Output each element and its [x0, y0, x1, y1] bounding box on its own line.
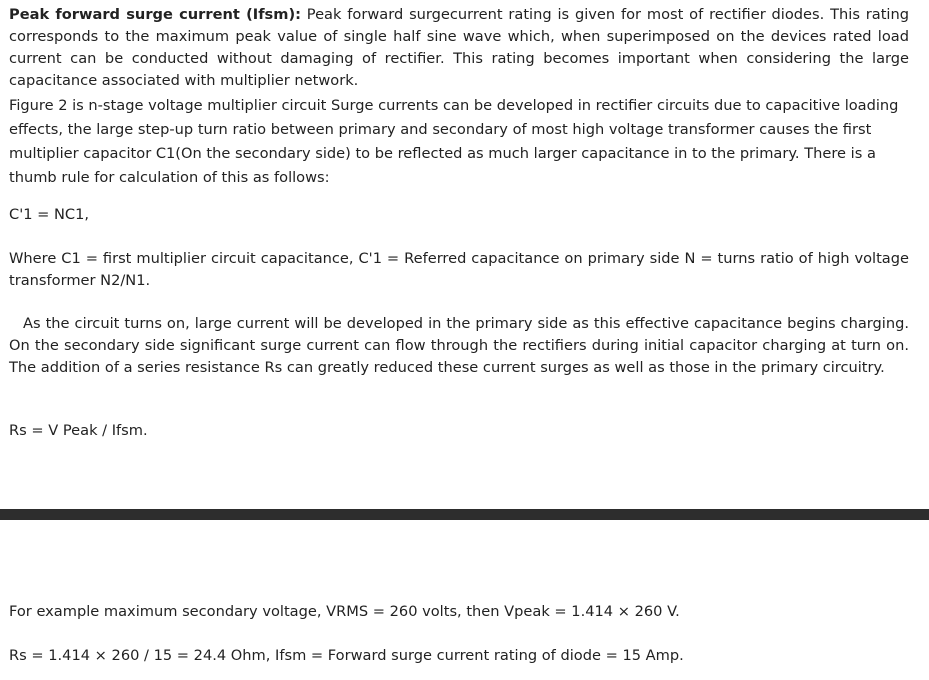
capacitance-formula: C'1 = NC1, — [9, 206, 90, 223]
turn-on-paragraph: As the circuit turns on, large current will be developed in the primary side as this effective capacitance begins charging. On the secondary side significant surge current can flow through the rectifiers during initial capacitor charging at turn on. The addition of a series resistance Rs can greatly reduced these current surges as well as those in the primary circuitry. — [9, 315, 909, 376]
surge-current-paragraph — [9, 4, 909, 92]
multiplier-circuit-paragraph: Figure 2 is n-stage voltage multiplier circuit Surge currents can be developed in rectifier circuits due to capacitive loading effects, the large step-up turn ratio between primary and secondary of most high voltage transformer causes the first multiplier capacitor C1(On the secondary side) to be reflected as much larger capacitance in to the primary. There is a thumb rule for calculation of this as follows: — [9, 97, 899, 186]
page-divider — [0, 509, 929, 520]
example-line: For example maximum secondary voltage, VRMS = 260 volts, then Vpeak = 1.414 × 260 V. — [9, 603, 680, 620]
result-line: Rs = 1.414 × 260 / 15 = 24.4 Ohm, Ifsm = Forward surge current rating of diode = 15 Amp. — [9, 647, 684, 664]
definitions-paragraph: Where C1 = first multiplier circuit capacitance, C'1 = Referred capacitance on primary side N = turns ratio of high voltage transformer N2/N1. — [9, 250, 909, 289]
surge-current-heading: Peak forward surge current (Ifsm): — [9, 6, 301, 23]
resistance-formula: Rs = V Peak / Ifsm. — [9, 422, 148, 439]
surge-current-text: Peak forward surgecurrent rating is given for most of rectifier diodes. This rating corresponds to the maximum peak value of single half sine wave which, when superimposed on the devices rated load current can be conducted without damaging of rectifier. This rating becomes important when considering the large capacitance associated with multiplier network. — [9, 6, 909, 89]
